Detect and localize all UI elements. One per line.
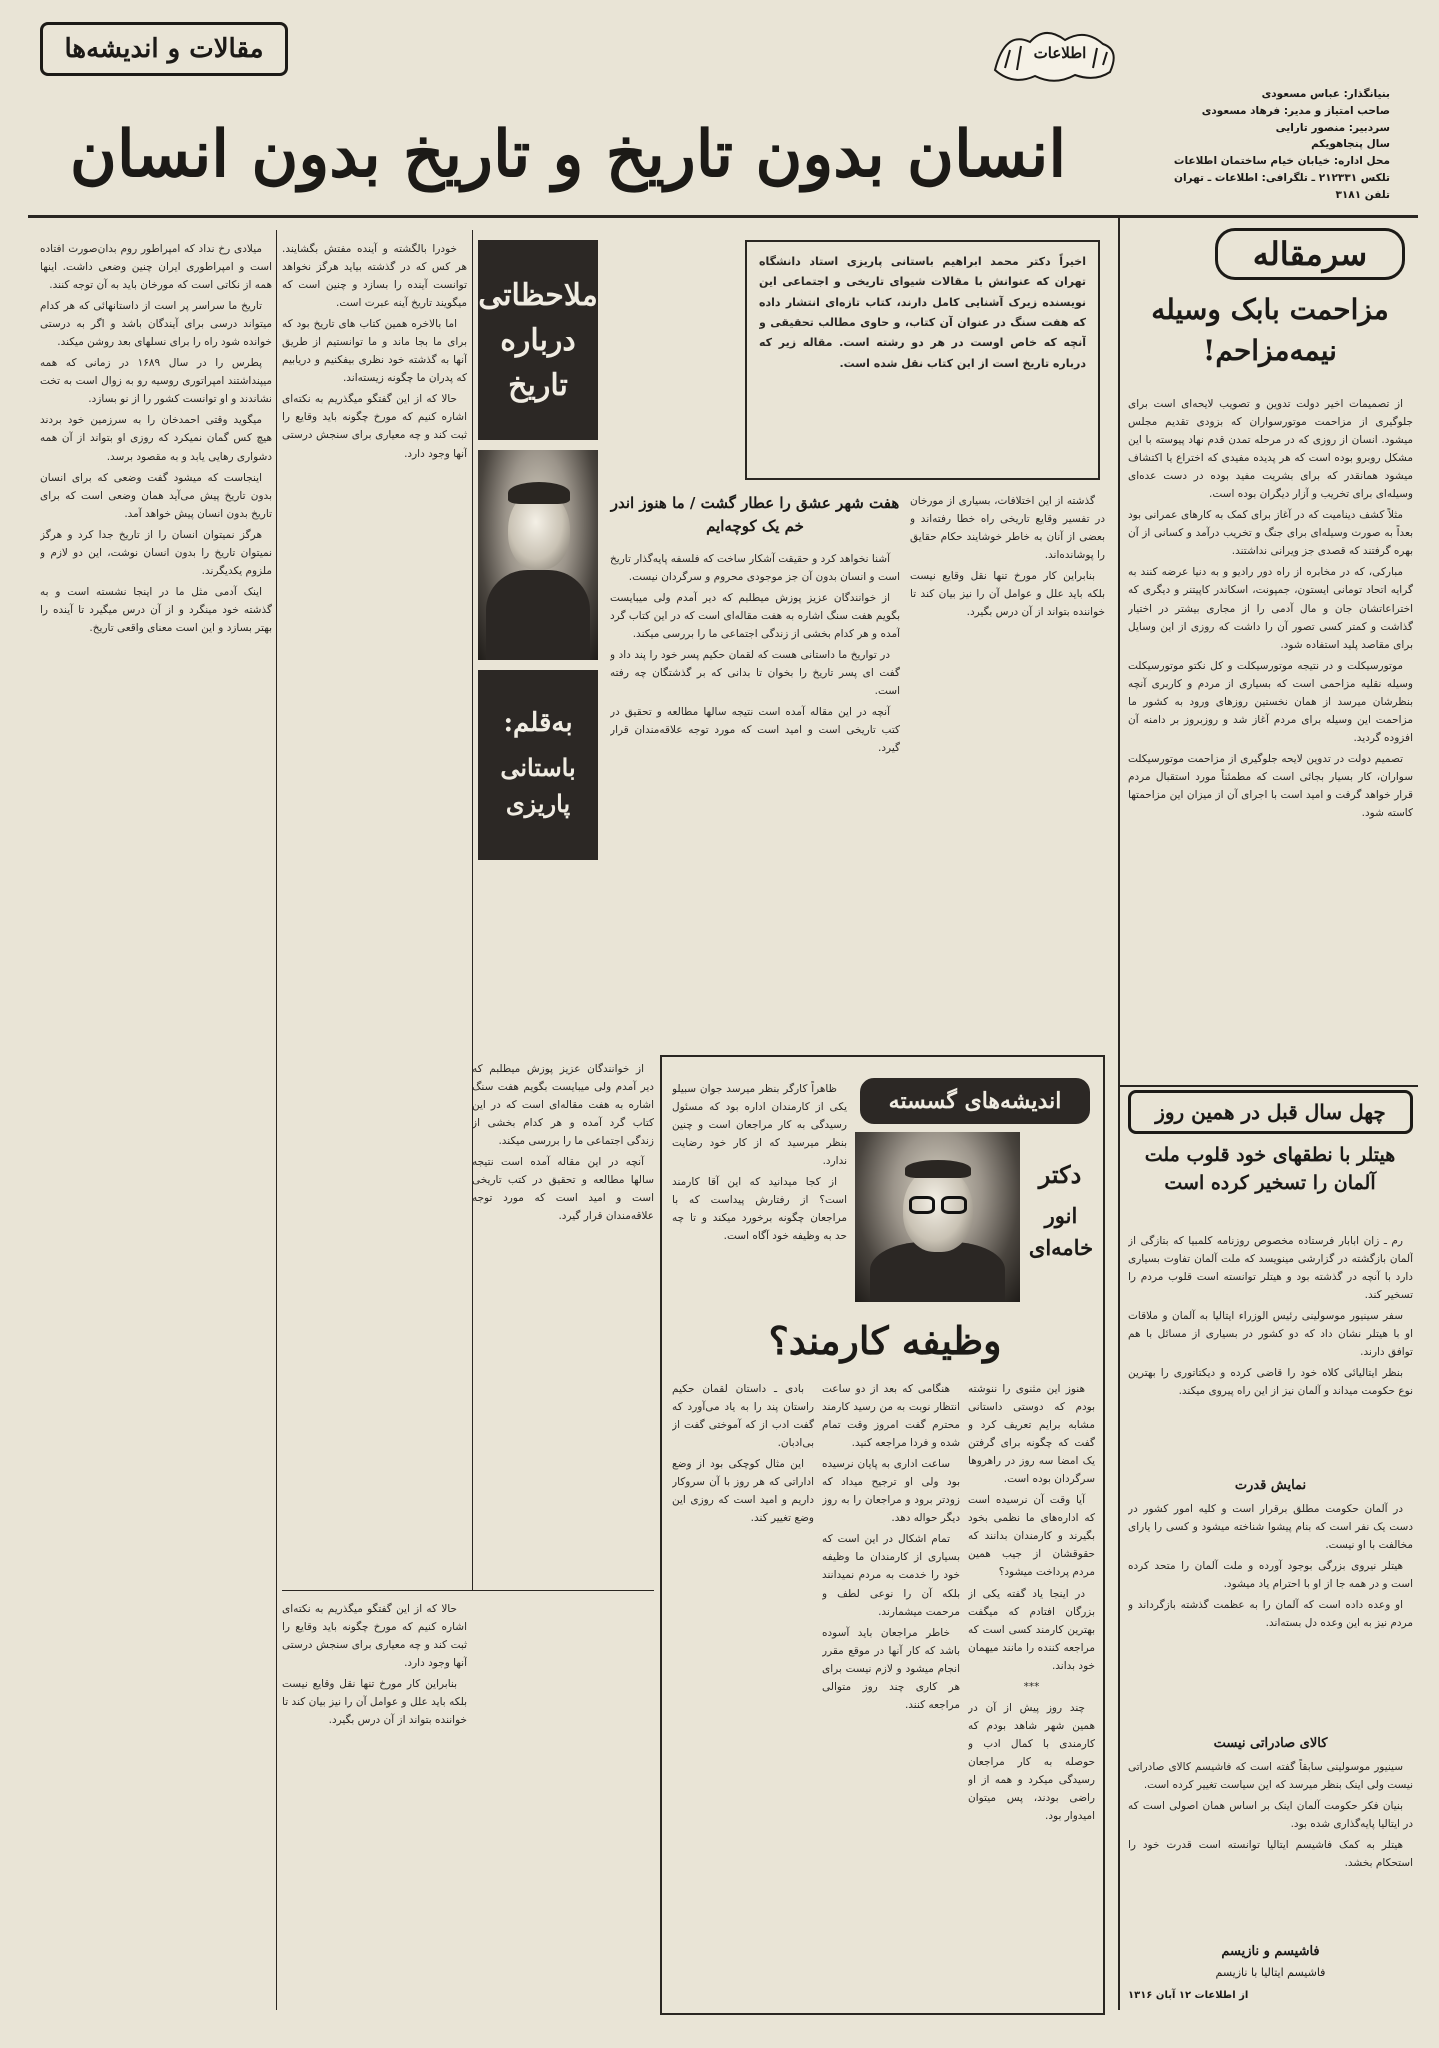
history-intro-text: اخیراً دکتر محمد ابراهیم باستانی پاریزی استاد دانشگاه تهران که عنوانش با مقالات شیوای تاریخی و اجتماعی این نویسنده زیرک آشنایی کامل دارند، کتاب تازه‌ای انتشار داده که هفت سنگ در عنوان آن کتاب، و حاوی مطالب تحقیقی و آنچه که خاص اوست در هر دو رشته است. مقاله زیر که درباره تاریخ است از این کتاب نقل شده است. xyxy=(759,255,1086,370)
forty-years-paragraph: بنظر ایتالیائی کلاه خود را قاضی کرده و دیکتاتوری را بهترین نوع حکومت میداند و آلمان نیز از این راه پیروی میکند. xyxy=(1128,1367,1413,1398)
history-byline-name: باستانی پاریزی xyxy=(500,753,576,818)
forty-years-paragraph: سینیور موسولینی سابقاً گفته است که فاشیسم کالای صادراتی نیست ولی اینک بنظر میرسد که این سیاست تغییر کرده است. xyxy=(1128,1761,1413,1792)
history-column-b xyxy=(282,240,467,1580)
history-paragraph: حالا که از این گفتگو میگذریم به نکته‌ای اشاره کنیم که مورخ چگونه باید وقایع را ثبت کند و چه معیاری برای سنجش درستی آنها وجود دارد. xyxy=(282,1603,467,1670)
employee-paragraph: هنگامی که بعد از دو ساعت انتظار نوبت به من رسید کارمند محترم گفت امروز وقت تمام شده و فردا مراجعه کنید. xyxy=(822,1383,960,1450)
history-paragraph: گذشته از این اختلافات، بسیاری از مورخان در تفسیر وقایع تاریخی راه خطا رفته‌اند و بعضی از آنان به خاطر خوشایند حکام حقایق را پوشانده‌اند. xyxy=(910,495,1105,562)
editorial-label-box xyxy=(1215,228,1405,280)
section-title: مقالات و اندیشه‌ها xyxy=(64,34,264,64)
editorial-paragraph: مثلاً کشف دینامیت که در آغاز برای کمک به کارهای عمرانی بود بعداً به صورت وسیله‌ای برای جنگ و تخریب درآمد و کسانی از آن بهره گرفتند که قصدی جز ویرانی نداشتند. xyxy=(1128,509,1413,558)
history-paragraph: اما بالاخره همین کتاب های تاریخ بود که برای ما بجا ماند و ما توانستیم از طریق آنها به گذشته خود نظری بیفکنیم و دریابیم که پدران ما چگونه زیسته‌اند. xyxy=(282,318,467,385)
history-paragraph: بنابراین کار مورخ تنها نقل وقایع نیست بلکه باید علل و عوامل آن را نیز بیان کند تا خواننده بتواند از آن درس بگیرد. xyxy=(910,570,1105,619)
section-title-box xyxy=(40,22,288,76)
employee-banner-box xyxy=(860,1078,1090,1124)
history-paragraph: در تواریخ ما داستانی هست که لقمان حکیم پسر خود را پند داد و گفت ای پسر تاریخ را بخوان تا بدانی که بر گذشتگان چه رفته است. xyxy=(610,649,900,698)
forty-years-headline: هیتلر با نطقهای خود قلوب ملت آلمان را تسخیر کرده است xyxy=(1144,1144,1396,1194)
history-byline-label: به‌قلم: xyxy=(503,708,573,738)
headline-rule xyxy=(28,215,1418,218)
publisher-line: تلکس ۲۱۲۳۳۱ ـ تلگرافی: اطلاعات ـ تهران xyxy=(1173,171,1390,184)
history-subhead: هفت شهر عشق را عطار گشت / ما هنوز اندر خم یک کوچه‌ایم xyxy=(610,494,900,536)
forty-years-paragraph: رم ـ زان ابابار فرستاده مخصوص روزنامه کلمبیا که بتازگی از آلمان بازگشته در گزارشی مینویسد که ملت آلمان تفاوت بسیاری دارد با آنچه در گذشته بود و هیتلر توانسته است قلوب مردم را تسخیر کند. xyxy=(1128,1235,1413,1302)
history-byline-block xyxy=(478,670,598,860)
history-paragraph: آشنا نخواهد کرد و حقیقت آشکار ساخت که فلسفه پایه‌گذار تاریخ است و انسان بدون آن جز موجودی محروم و سرگردان نیست. xyxy=(610,553,900,584)
employee-author-photo xyxy=(855,1132,1020,1302)
employee-banner: اندیشه‌های گسسته xyxy=(888,1088,1062,1114)
employee-column-a xyxy=(968,1380,1095,2005)
history-column-a2 xyxy=(910,492,1105,1047)
publisher-line: سردبیر: منصور تارایی xyxy=(1275,121,1390,134)
forty-years-footer-note: فاشیسم ایتالیا با نازیسم xyxy=(1215,1966,1326,1979)
history-column-b-continued xyxy=(472,1060,654,2000)
history-paragraph: از خوانندگان عزیز پوزش میطلبم که دیر آمدم ولی میبایست بگویم هفت سنگ اشاره به هفت مقاله‌ای است که در این کتاب گرد آمده و هر کدام بخشی از زندگی اجتماعی ما را بررسی میکند. xyxy=(472,1063,654,1148)
history-paragraph: پطرس را در سال ۱۶۸۹ در زمانی که همه میپنداشتند امپراتوری روسیه رو به زوال است به تخت نشاندند و او توانست کشور را از نو بسازد. xyxy=(40,357,272,406)
forty-years-banner-box xyxy=(1128,1090,1413,1134)
forty-years-banner: چهل سال قبل در همین روز xyxy=(1155,1100,1386,1124)
employee-paragraph: ساعت اداری به پایان نرسیده بود ولی او ترجیح میداد که زودتر برود و مراجعان را به روز دیگر حواله دهد. xyxy=(822,1458,960,1525)
history-paragraph: آنچه در این مقاله آمده است نتیجه سالها مطالعه و تحقیق در کتب تاریخی است و امید است که مورد توجه علاقه‌مندان قرار گیرد. xyxy=(610,706,900,755)
history-paragraph: اینجاست که میشود گفت وضعی که برای انسان بدون تاریخ پیش می‌آید همان وضعی است که برای تاریخ بدون انسان پیش خواهد آمد. xyxy=(40,471,272,520)
forty-years-body xyxy=(1128,1232,1413,1472)
forty-years-subhead: فاشیسم و نازیسم xyxy=(1221,1944,1320,1959)
editorial-divider xyxy=(1118,218,1120,2010)
editorial-headline: مزاحمت بابک وسیله نیمه‌مزاحم! xyxy=(1151,293,1389,367)
editorial-paragraph: موتورسیکلت و در نتیجه موتورسیکلت و کل نکتو موتورسیکلت وسیله نقلیه مزاحمی است که بسیاری از مردم و کاربری آنچه بنظرشان میرسد از همان نخستین روزهای ورود به کشور ما مزاحمت این وسیله برای مردم آغاز شد و روزبروز بر دامنه آن افزوده گردید. xyxy=(1128,659,1413,744)
forty-years-body-3 xyxy=(1128,1758,1413,1938)
employee-paragraph: در اینجا یاد گفته یکی از بزرگان افتادم که میگفت بهترین کارمند کسی است که مراجعه کننده را مانند میهمان خود بداند. xyxy=(968,1587,1095,1672)
employee-paragraph: تمام اشکال در این است که بسیاری از کارمندان ما وظیفه خود را خدمت به مردم نمیدانند بلکه آن را نوعی لطف و مرحمت میشمارند. xyxy=(822,1533,960,1618)
history-paragraph: از خوانندگان عزیز پوزش میطلبم که دیر آمدم ولی میبایست بگویم هفت سنگ اشاره به هفت مقاله‌ای است که در این کتاب گرد آمده و هر کدام بخشی از زندگی اجتماعی ما را بررسی میکند. xyxy=(610,592,900,641)
forty-years-paragraph: او وعده داده است که آلمان را به عظمت گذشته بازگرداند و مردم نیز به این وعده دل بسته‌اند. xyxy=(1128,1599,1413,1630)
employee-column-b xyxy=(822,1380,960,2005)
publisher-line: محل اداره: خیابان خیام ساختمان اطلاعات xyxy=(1173,155,1390,168)
editorial-label: سرمقاله xyxy=(1252,235,1368,273)
history-paragraph: آنچه در این مقاله آمده است نتیجه سالها مطالعه و تحقیق در کتب تاریخی است و امید است که مورد توجه علاقه‌مندان قرار گیرد. xyxy=(472,1156,654,1223)
forty-years-subhead: کالای صادراتی نیست xyxy=(1213,1736,1328,1751)
history-paragraph: میگوید وقتی احمدخان را به سرزمین خود بردند هیچ کس گمان نمیکرد که روزی او بتواند از آن همه دشواری رهایی یابد و به مقصود برسد. xyxy=(40,414,272,463)
history-paragraph: بنابراین کار مورخ تنها نقل وقایع نیست بلکه باید علل و عوامل آن را نیز بیان کند تا خواننده بتواند از آن درس بگیرد. xyxy=(282,1678,467,1727)
publisher-line: صاحب امتیاز و مدیر: فرهاد مسعودی xyxy=(1201,104,1390,117)
employee-paragraph: *** xyxy=(1023,1680,1040,1693)
editorial-body xyxy=(1128,395,1413,1085)
forty-years-paragraph: در آلمان حکومت مطلق برقرار است و کلیه امور کشور در دست یک نفر است که بنام پیشوا شناخته میشود و کسی را یارای مخالفت با او نیست. xyxy=(1128,1503,1413,1552)
employee-paragraph: بادی ـ داستان لقمان حکیم راستان پند را به یاد می‌آورد که گفت ادب از که آموختی گفت از بی‌ادبان. xyxy=(672,1383,814,1450)
employee-column-d xyxy=(672,1380,814,2005)
history-paragraph: خودرا بالگشته و آینده مفتش بگشایند. هر کس که در گذشته بیاید هرگز نخواهد توانست آینده را بسازد و چنین است که میگویند تاریخ آینه عبرت است. xyxy=(282,243,467,310)
logo-ornament xyxy=(985,20,1125,90)
employee-paragraph: این مثال کوچکی بود از وضع اداراتی که هر روز با آن سروکار داریم و امید است که روزی این وضع تغییر کند. xyxy=(672,1458,814,1525)
history-column-b-lower xyxy=(282,1600,467,2000)
logo-text: اطلاعات xyxy=(1033,44,1087,62)
employee-author-name: انور خامه‌ای xyxy=(1028,1203,1094,1260)
publisher-line: بنیانگذار: عباس مسعودی xyxy=(1261,88,1390,100)
employee-author-title: دکتر xyxy=(1038,1160,1082,1189)
history-title: ملاحظاتی درباره تاریخ xyxy=(478,277,598,403)
employee-paragraph: آیا وقت آن نرسیده است که اداره‌های ما نظمی بخود بگیرند و کارمندان بدانند که حقوقشان از جیب همین مردم پرداخت میشود؟ xyxy=(968,1494,1095,1579)
history-paragraph: میلادی رخ نداد که امپراطور روم بدان‌صورت افتاده است و امپراطوری ایران چنین وضعی داشت. اینها همه از نکاتی است که مورخان باید به آن توجه کنند. xyxy=(40,243,272,292)
employee-paragraph: خاطر مراجعان باید آسوده باشد که کار آنها در موقع مقرر انجام میشود و لازم نیست برای هر کاری چند روز متوالی مراجعه کنند. xyxy=(822,1626,960,1711)
employee-paragraph: از کجا میدانید که این آقا کارمند است؟ از رفتارش پیداست که با مراجعان چگونه برخورد میکند و تا چه حد به وظیفه خود آگاه است. xyxy=(672,1176,847,1243)
publisher-info xyxy=(1130,86,1390,204)
employee-paragraph: هنوز این مثنوی را ننوشته بودم که دوستی داستانی مشابه برایم تعریف کرد و گفت که چگونه برای گرفتن یک امضا سه روز در راهروها سرگردان بوده است. xyxy=(968,1383,1095,1486)
editorial-paragraph: از تصمیمات اخیر دولت تدوین و تصویب لایحه‌ای است برای جلوگیری از مزاحمت موتورسواران که بزودی تقدیم مجلس میشود. انسان از روزی که در مرحله تمدن قدم نهاد پیوسته با این مشکل روبرو بوده است که هر پدیده مفیدی که اختراع یا اکتشاف میشود همانقدر که برای بشریت مفید بوده در دست عده‌ای وسیله‌ای برای تخریب و آزار دیگران بوده است. xyxy=(1128,398,1413,501)
column-rule xyxy=(276,230,277,2010)
editorial-paragraph: تصمیم دولت در تدوین لایحه جلوگیری از مزاحمت موتورسیکلت سواران، کار بسیار بجائی است که مطمئناً مورد استقبال مردم قرار خواهد گرفت و امید است با اجرای آن از میزان این مزاحمتها کاسته شود. xyxy=(1128,752,1413,820)
forty-years-paragraph: سفر سینیور موسولینی رئیس الوزراء ایتالیا به آلمان و ملاقات او با هیتلر نشان داد که دو کشور در بسیاری از مسائل با هم توافق دارند. xyxy=(1128,1310,1413,1359)
publisher-line: تلفن ۳۱۸۱ xyxy=(1335,188,1390,201)
history-title-block xyxy=(478,240,598,440)
history-column-c xyxy=(40,240,272,2000)
forty-years-subhead: نمایش قدرت xyxy=(1234,1478,1307,1493)
employee-column-c xyxy=(672,1080,847,1305)
forty-years-paragraph: هیتلر نیروی بزرگی بوجود آورده و ملت آلمان را متحد کرده است و در همه جا از او با احترام یاد میشود. xyxy=(1128,1560,1413,1591)
forty-years-source: از اطلاعات ۱۲ آبان ۱۳۱۶ xyxy=(1128,1990,1249,2001)
history-paragraph: هرگز نمیتوان انسان را از تاریخ جدا کرد و هرگز نمیتوان تاریخ را بدون انسان نوشت، این دو لازم و ملزوم یکدیگرند. xyxy=(40,528,272,577)
employee-paragraph: چند روز پیش از آن در همین شهر شاهد بودم که کارمندی با کمال ادب و حوصله به کار مراجعان رسیدگی میکرد و همه از او راضی بودند، پس میتوان امیدوار بود. xyxy=(968,1701,1095,1823)
history-column-a xyxy=(610,550,900,1045)
forty-years-rule xyxy=(1118,1085,1418,1087)
forty-years-paragraph: بنیان فکر حکومت آلمان اینک بر اساس همان اصولی است که در ایتالیا پایه‌گذاری شده بود. xyxy=(1128,1800,1413,1831)
main-headline: انسان بدون تاریخ و تاریخ بدون انسان xyxy=(69,117,1067,192)
history-author-photo xyxy=(478,450,598,660)
employee-headline: وظیفه کارمند؟ xyxy=(768,1318,1002,1363)
history-paragraph: اینک آدمی مثل ما در اینجا نشسته است و به گذشته خود مینگرد و از آن درس میگیرد تا آینده را بهتر بسازد و این است معنای واقعی تاریخ. xyxy=(40,585,272,634)
editorial-paragraph: مبارکی، که در مخابره از راه دور رادیو و به دنیا عرضه کنند به گرایه اتحاد تومانی ایستون، جمپونت، اسکاندر کاپیتنر و دیگری که اختراعاتشان جان و مال آدمی را از مجاری بیشتر در اختیار گذاشت و کمتر کسی تصور آن را داشت که روزی از این وسایل برای مقاصد پلید استفاده شود. xyxy=(1128,566,1413,651)
forty-years-body-2 xyxy=(1128,1500,1413,1730)
forty-years-paragraph: هیتلر به کمک فاشیسم ایتالیا توانسته است قدرت خود را استحکام بخشد. xyxy=(1128,1839,1413,1870)
history-intro-box xyxy=(745,240,1100,480)
publisher-line: سال پنجاهویکم xyxy=(1311,138,1390,151)
history-paragraph: تاریخ ما سراسر پر است از داستانهائی که هر کدام میتواند درسی برای آیندگان باشد و اگر به درستی خوانده شود راه را برای نسلهای بعد روشن میکند. xyxy=(40,300,272,349)
history-paragraph: حالا که از این گفتگو میگذریم به نکته‌ای اشاره کنیم که مورخ چگونه باید وقایع را ثبت کند و چه معیاری برای سنجش درستی آنها وجود دارد. xyxy=(282,393,467,460)
employee-paragraph: ظاهراً کارگر بنظر میرسد جوان سبیلو یکی از کارمندان اداره بود که مسئول رسیدگی به کار مراجعان است و چنین بنظر میرسید که از کار خود رضایت ندارد. xyxy=(672,1083,847,1168)
